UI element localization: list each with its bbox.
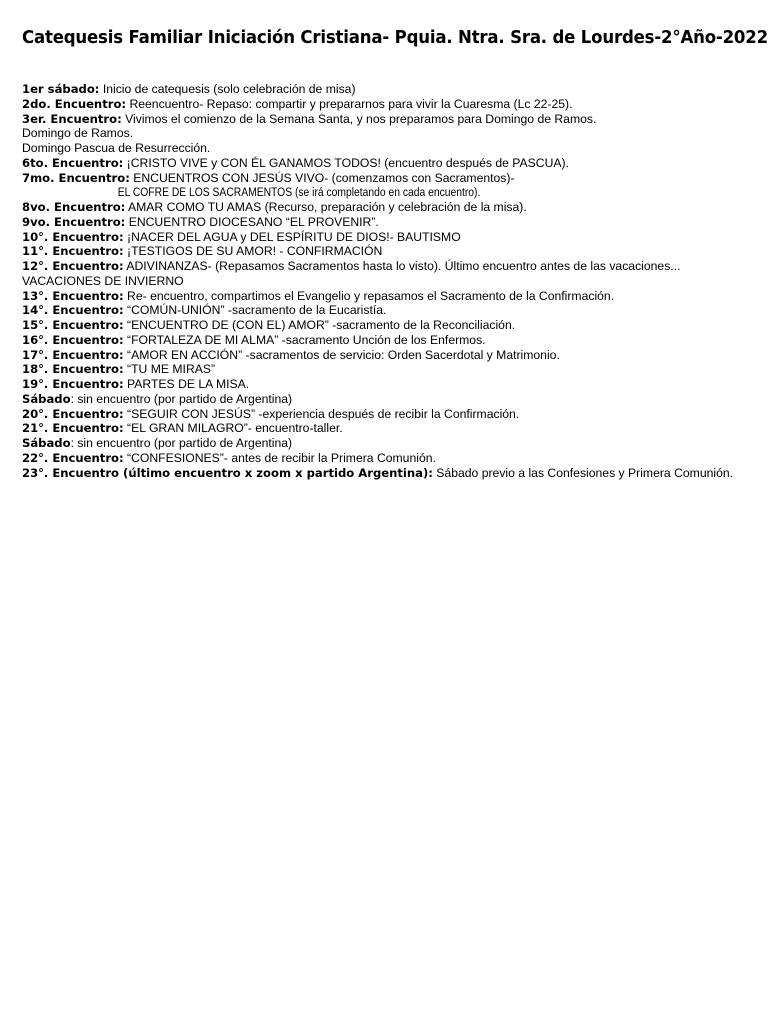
schedule-line-text: : sin encuentro (por partido de Argentina) — [70, 391, 293, 406]
schedule-line-label: 11°. Encuentro: — [22, 244, 124, 259]
schedule-line-label: 3er. Encuentro: — [22, 111, 122, 126]
schedule-line-label: 6to. Encuentro: — [22, 155, 124, 170]
schedule-line-label: 21°. Encuentro: — [22, 421, 124, 436]
schedule-line-label: Sábado — [22, 391, 71, 406]
schedule-line — [22, 215, 762, 230]
schedule-line-text: Inicio de catequesis (solo celebración de misa) — [99, 82, 356, 96]
schedule-list — [22, 82, 762, 480]
schedule-line — [22, 244, 762, 259]
schedule-line-text: AMAR COMO TU AMAS (Recurso, preparación y celebración de la misa). — [125, 200, 527, 214]
schedule-line — [22, 303, 762, 318]
schedule-line-label: 23°. Encuentro (último encuentro x zoom x partido Argentina): — [22, 465, 433, 480]
schedule-line-text: “COMÚN-UNIÓN” -sacramento de la Eucaristía. — [123, 303, 387, 318]
schedule-line-label: 8vo. Encuentro: — [22, 200, 126, 214]
schedule-line-label: 1er sábado: — [22, 82, 100, 96]
schedule-line — [22, 348, 762, 363]
schedule-line-text: “AMOR EN ACCIÓN” -sacramentos de servicio: Orden Sacerdotal y Matrimonio. — [123, 347, 560, 362]
schedule-line-label: 18°. Encuentro: — [22, 362, 124, 377]
schedule-line-text: Vivimos el comienzo de la Semana Santa, y nos preparamos para Domingo de Ramos. — [121, 111, 597, 126]
schedule-line-label: 17°. Encuentro: — [22, 347, 124, 362]
schedule-line — [22, 362, 762, 377]
schedule-line — [22, 421, 762, 436]
schedule-line-text: VACACIONES DE INVIERNO — [22, 273, 184, 288]
schedule-line — [22, 200, 762, 215]
schedule-line-label: 22°. Encuentro: — [22, 450, 124, 465]
schedule-line-text: EL COFRE DE LOS SACRAMENTOS (se irá completando en cada encuentro). — [117, 185, 481, 200]
schedule-line-text: PARTES DE LA MISA. — [123, 377, 250, 391]
schedule-line-text: Domingo Pascua de Resurrección. — [22, 141, 211, 155]
schedule-line-text: Reencuentro- Repaso: compartir y prepararnos para vivir la Cuaresma (Lc 22-25). — [126, 96, 573, 111]
schedule-line — [22, 436, 762, 451]
schedule-line-text: ENCUENTRO DIOCESANO “EL PROVENIR”. — [125, 214, 379, 229]
schedule-line-text: “ENCUENTRO DE (CON EL) AMOR” -sacramento de la Reconciliación. — [123, 318, 516, 332]
schedule-line-label: 9vo. Encuentro: — [22, 214, 126, 229]
schedule-line — [22, 318, 762, 333]
schedule-line-text: “TU ME MIRAS” — [123, 362, 216, 377]
schedule-line — [22, 141, 762, 156]
schedule-line-label: 7mo. Encuentro: — [22, 170, 130, 185]
schedule-line-text: “FORTALEZA DE MI ALMA” -sacramento Unción de los Enfermos. — [123, 332, 486, 347]
schedule-line-label: 12°. Encuentro: — [22, 259, 124, 273]
schedule-line-text: ADIVINANZAS- (Repasamos Sacramentos hasta lo visto). Último encuentro antes de las vacaciones... — [123, 259, 681, 273]
schedule-line — [22, 289, 762, 304]
schedule-line-label: 10°. Encuentro: — [22, 229, 124, 244]
schedule-line-label: 20°. Encuentro: — [22, 406, 124, 421]
schedule-line-text: ¡NACER DEL AGUA y DEL ESPÍRITU DE DIOS!- BAUTISMO — [123, 229, 461, 244]
schedule-line-label: 19°. Encuentro: — [22, 377, 124, 391]
schedule-line-label: 15°. Encuentro: — [22, 318, 124, 332]
schedule-line-label: 2do. Encuentro: — [22, 96, 127, 111]
schedule-line-text: : sin encuentro (por partido de Argentina) — [70, 436, 293, 450]
schedule-line — [22, 451, 762, 466]
schedule-line — [22, 82, 762, 97]
schedule-line-text: “CONFESIONES”- antes de recibir la Primera Comunión. — [123, 450, 436, 465]
schedule-line-text: ¡TESTIGOS DE SU AMOR! - CONFIRMACIÓN — [123, 244, 383, 259]
schedule-line-label: Sábado — [22, 436, 71, 450]
schedule-line — [22, 126, 762, 141]
schedule-line-text: ENCUENTROS CON JESÚS VIVO- (comenzamos con Sacramentos)- — [129, 170, 515, 185]
document-title: Catequesis Familiar Iniciación Cristiana- Pquia. Ntra. Sra. de Lourdes-2°Año-2022 — [22, 27, 768, 48]
schedule-line-text: “SEGUIR CON JESÚS” -experiencia después de recibir la Confirmación. — [123, 406, 520, 421]
schedule-line — [22, 230, 762, 245]
schedule-line — [22, 407, 762, 422]
schedule-line — [22, 112, 762, 127]
schedule-line — [22, 274, 762, 289]
schedule-line — [22, 185, 649, 200]
schedule-line-text: Sábado previo a las Confesiones y Primera Comunión. — [432, 465, 734, 480]
schedule-line — [22, 333, 762, 348]
schedule-line-text: Re- encuentro, compartimos el Evangelio y repasamos el Sacramento de la Confirmación. — [123, 288, 615, 303]
schedule-line-label: 14°. Encuentro: — [22, 303, 124, 318]
schedule-line — [22, 156, 762, 171]
schedule-line — [22, 392, 762, 407]
schedule-line-label: 13°. Encuentro: — [22, 288, 124, 303]
schedule-line — [22, 466, 762, 481]
schedule-line — [22, 259, 762, 274]
schedule-line — [22, 171, 762, 186]
schedule-line — [22, 377, 762, 392]
schedule-line-text: Domingo de Ramos. — [22, 126, 134, 141]
schedule-line — [22, 97, 762, 112]
schedule-line-text: “EL GRAN MILAGRO”- encuentro-taller. — [123, 421, 343, 436]
schedule-line-label: 16°. Encuentro: — [22, 332, 124, 347]
schedule-line-text: ¡CRISTO VIVE y CON ÉL GANAMOS TODOS! (encuentro después de PASCUA). — [123, 155, 569, 170]
